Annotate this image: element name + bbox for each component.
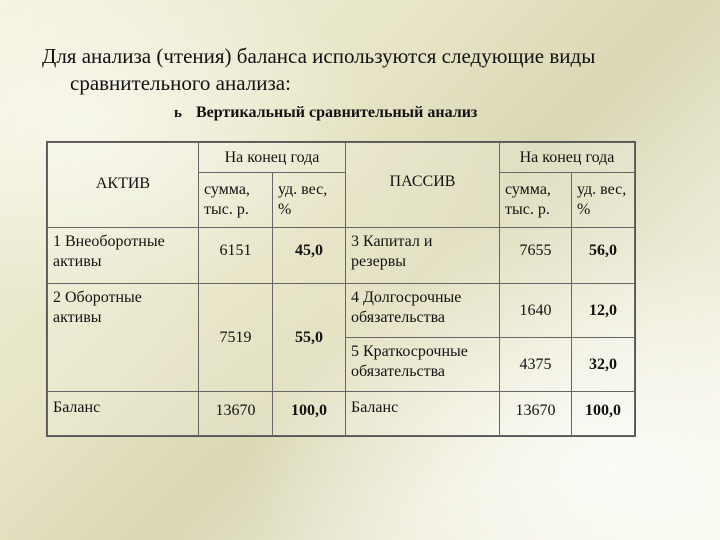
period-header-right: На конец года [500, 143, 635, 173]
heading-line-1: Для анализа (чтения) баланса используются следующие виды [42, 44, 596, 68]
bullet-glyph: ь [174, 105, 182, 121]
liability-sum-cell: 1640 [500, 284, 572, 338]
col-sum-left [199, 173, 273, 228]
liabilities-header-label: ПАССИВ [389, 172, 456, 190]
asset-name-line2: активы [53, 253, 102, 270]
balance-table [47, 142, 635, 436]
liability-name-cell: Баланс [346, 392, 500, 436]
col-share-left-line1: уд. вес, [278, 181, 328, 198]
table-row [48, 392, 635, 436]
liability-share-cell: 100,0 [572, 392, 635, 436]
col-sum-left-line2: тыс. р. [204, 201, 249, 218]
liability-name-cell [346, 284, 500, 338]
heading-line-2: сравнительного анализа: [70, 71, 291, 95]
subheading [174, 104, 477, 122]
asset-name-line1: 2 Оборотные [53, 289, 142, 306]
asset-sum-cell: 6151 [199, 228, 273, 284]
col-sum-right-line2: тыс. р. [505, 201, 550, 218]
assets-header-cell-top [48, 143, 199, 173]
asset-share-cell: 100,0 [273, 392, 346, 436]
liability-share-cell: 32,0 [572, 338, 635, 392]
asset-share-cell: 55,0 [273, 284, 346, 392]
col-share-right-line2: % [577, 201, 591, 218]
asset-name-cell [48, 228, 199, 284]
liability-sum-cell: 7655 [500, 228, 572, 284]
liability-name-line2: резервы [351, 253, 407, 270]
asset-share-cell: 45,0 [273, 228, 346, 284]
asset-name-cell: Баланс [48, 392, 199, 436]
liability-sum-cell: 4375 [500, 338, 572, 392]
col-sum-right-line1: сумма, [505, 181, 551, 198]
assets-header [48, 173, 199, 228]
col-share-right-line1: уд. вес, [577, 181, 627, 198]
liability-name-line1: 5 Краткосрочные [351, 343, 468, 360]
table-row [48, 228, 635, 284]
assets-header-label: АКТИВ [95, 174, 151, 192]
col-share-left-line2: % [278, 201, 292, 218]
asset-sum-cell: 7519 [199, 284, 273, 392]
asset-name-line2: активы [53, 309, 102, 326]
liability-name-line1: 4 Долгосрочные [351, 289, 462, 306]
liabilities-header [346, 173, 500, 228]
asset-sum-cell: 13670 [199, 392, 273, 436]
table-row [48, 284, 635, 338]
liability-name-line2: обязательства [351, 309, 446, 326]
col-sum-left-line1: сумма, [204, 181, 250, 198]
liabilities-header-cell-top [346, 143, 500, 173]
liability-share-cell: 56,0 [572, 228, 635, 284]
liability-name-line2: обязательства [351, 363, 446, 380]
asset-name-line1: 1 Внеоборотные [53, 233, 165, 250]
slide-heading [42, 43, 702, 97]
period-header-left: На конец года [199, 143, 346, 173]
liability-name-cell [346, 338, 500, 392]
col-share-left [273, 173, 346, 228]
liability-name-cell [346, 228, 500, 284]
asset-name-cell [48, 284, 199, 392]
col-share-right [572, 173, 635, 228]
col-sum-right [500, 173, 572, 228]
liability-name-line1: 3 Капитал и [351, 233, 433, 250]
liability-share-cell: 12,0 [572, 284, 635, 338]
subheading-text: Вертикальный сравнительный анализ [195, 104, 478, 121]
liability-sum-cell: 13670 [500, 392, 572, 436]
